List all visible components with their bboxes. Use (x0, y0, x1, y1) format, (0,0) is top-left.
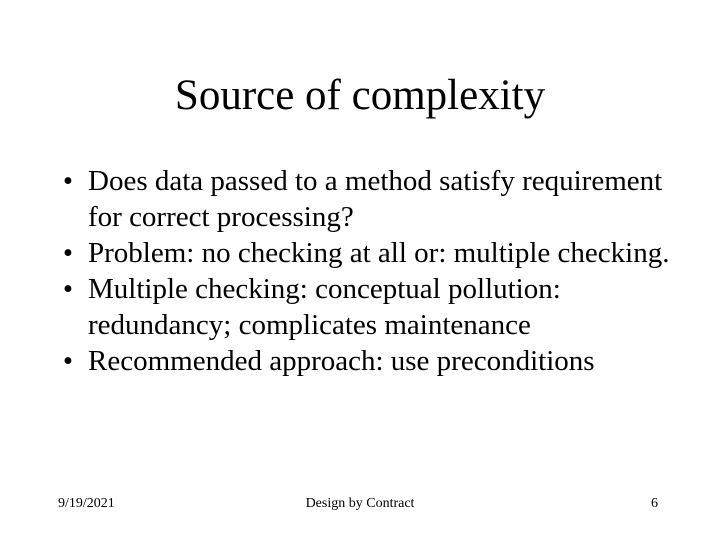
bullet-item (56, 235, 686, 271)
bullet-item (56, 271, 686, 343)
bullet-text: Multiple checking: conceptual pollution: redundancy; complicates maintenance (88, 273, 561, 341)
bullet-text: Problem: no checking at all or: multiple checking. (88, 237, 670, 269)
footer-title: Design by Contract (305, 496, 415, 511)
bullet-list (56, 163, 686, 379)
page-number: 6 (651, 496, 658, 511)
slide-title: Source of complexity (174, 72, 546, 119)
footer-date: 9/19/2021 (58, 496, 115, 511)
bullet-dot-icon: • (62, 273, 74, 305)
bullet-dot-icon: • (62, 165, 74, 197)
bullet-item (56, 163, 686, 235)
bullet-dot-icon: • (62, 345, 74, 377)
bullet-text: Recommended approach: use preconditions (88, 345, 595, 377)
bullet-dot-icon: • (62, 237, 74, 269)
bullet-text: Does data passed to a method satisfy requirement for correct processing? (88, 165, 663, 233)
bullet-item (56, 343, 686, 379)
